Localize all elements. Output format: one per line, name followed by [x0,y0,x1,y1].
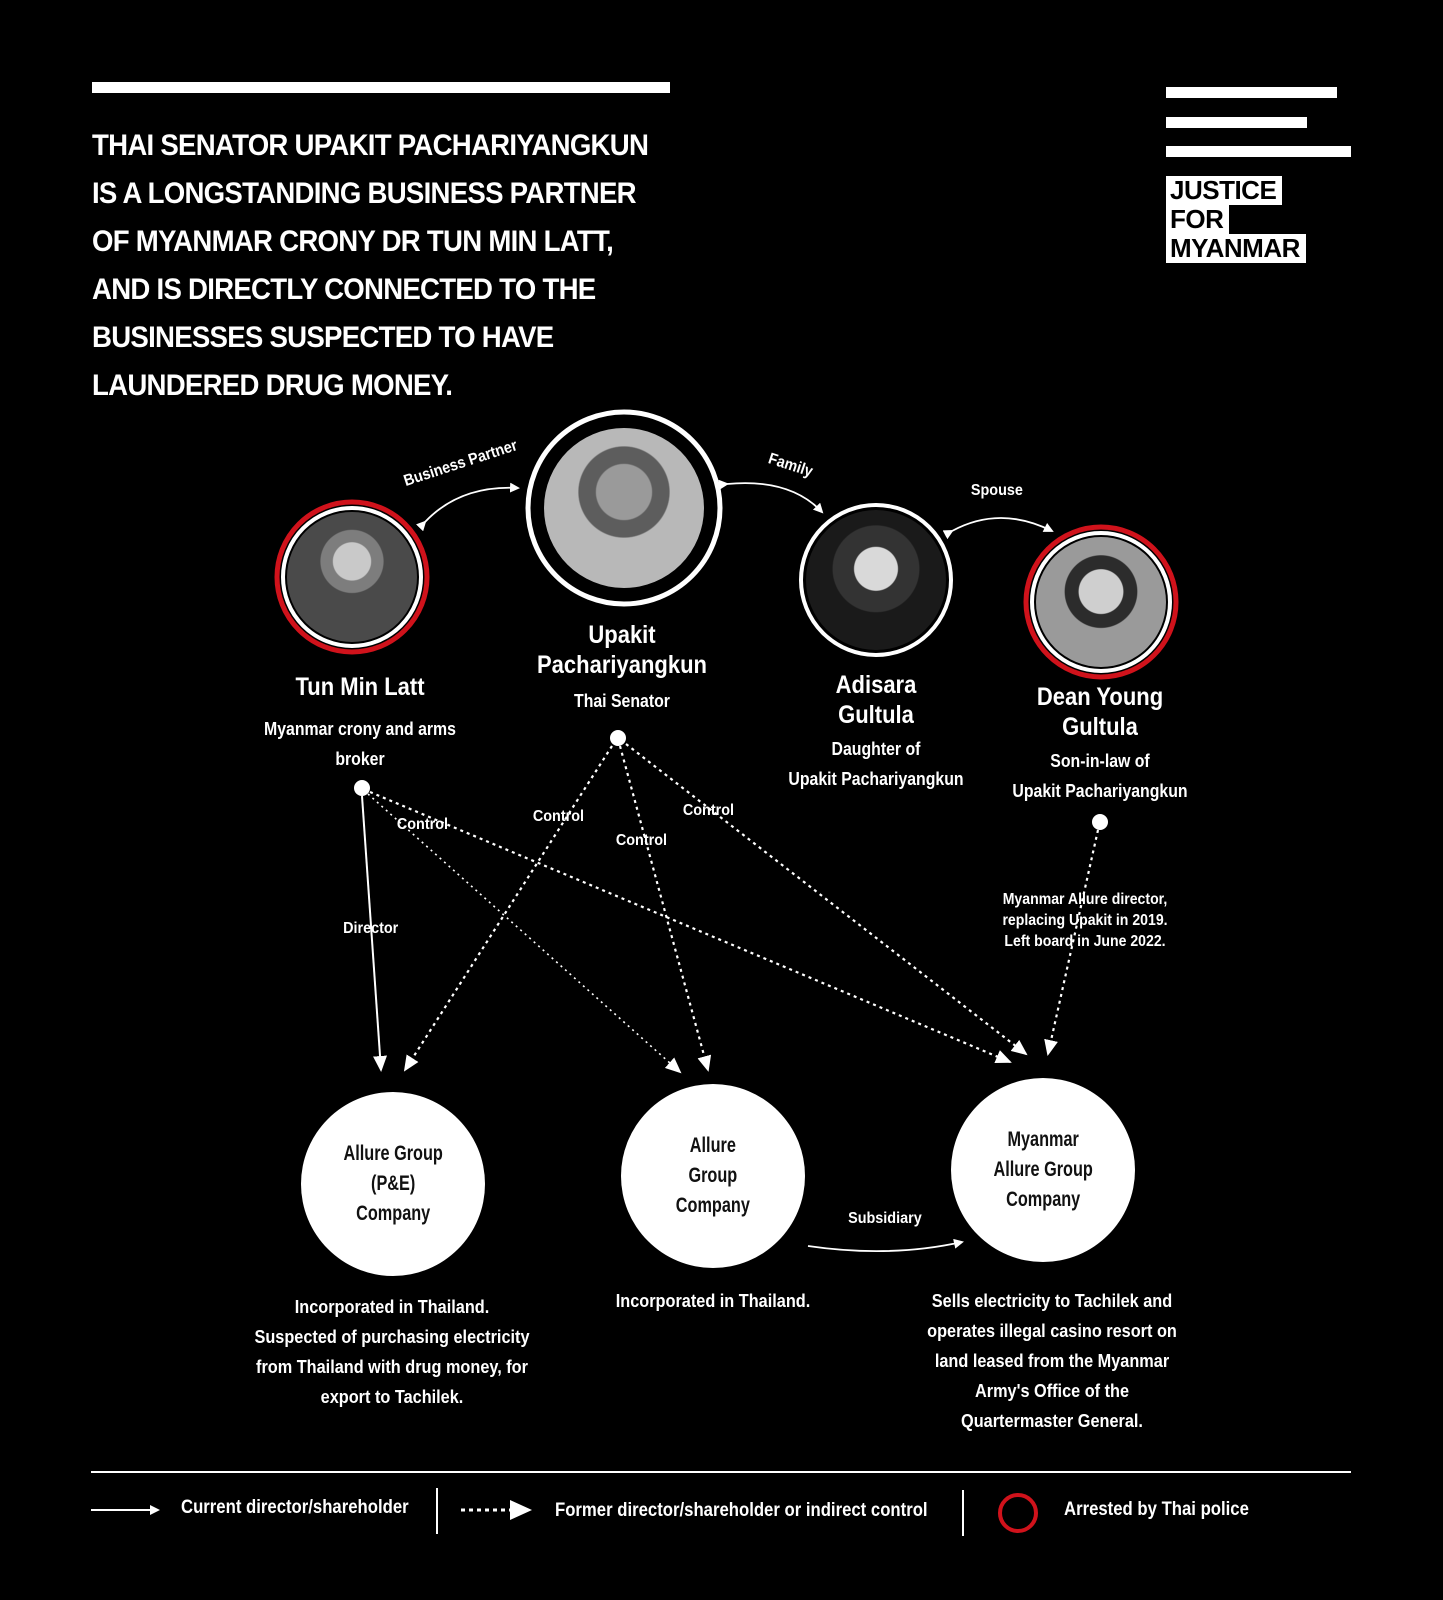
spouse-arrow [952,518,1052,531]
allure-group-company-node [621,1084,805,1268]
description-line: Incorporated in Thailand. [294,1296,490,1317]
upakit-control-allure-arrow [620,746,708,1070]
description-line: Army's Office of the [974,1380,1130,1401]
description-line: export to Tachilek. [320,1386,464,1407]
description-line: Suspected of purchasing electricity [254,1326,530,1347]
allure-pe-company-name [337,1139,450,1229]
upakit-photo [544,428,704,588]
company-name-line: Company [355,1202,431,1225]
control-label: Control [396,816,449,833]
legend-arrested-ring-icon [1000,1495,1036,1531]
tun-control-myanmar-arrow [370,792,1010,1062]
business-partner-label: Business Partner [401,437,520,490]
dean-name-line: Gultula [1062,713,1138,741]
headline-line: LAUNDERED DRUG MONEY. [92,369,453,402]
headline-line: THAI SENATOR UPAKIT PACHARIYANGKUN [92,129,649,162]
family-label: Family [766,450,815,481]
business-partner-arrow [425,488,518,522]
dean-note-line: replacing Upakit in 2019. [1002,912,1168,929]
dean-node-dot [1092,814,1108,830]
description-line: Quartermaster General. [961,1410,1143,1431]
dean-role [994,746,1205,806]
allure-pe-description [242,1292,541,1412]
dean-role-line: Son-in-law of [1050,751,1150,771]
dean-note-line: Myanmar Allure director, [1002,891,1168,908]
subsidiary-arrow [808,1242,962,1251]
upakit-control-pe-arrow [405,746,612,1070]
allure-group-description [599,1286,828,1316]
tun-role [254,714,465,774]
tun-role-line: Myanmar crony and arms [264,719,456,739]
company-name-line: Myanmar [1007,1128,1079,1151]
adisara-role-line: Upakit Pachariyangkun [788,769,964,789]
upakit-node-dot [610,730,626,746]
upakit-name-line: Pachariyangkun [537,651,707,679]
description-line: Sells electricity to Tachilek and [931,1290,1173,1311]
legend-arrested-label: Arrested by Thai police [1064,1499,1249,1520]
control-label: Control [615,832,668,849]
adisara-role [770,734,981,794]
description-line: land leased from the Myanmar [934,1350,1170,1371]
dean-role-line: Upakit Pachariyangkun [1012,781,1188,801]
subsidiary-label: Subsidiary [848,1210,922,1227]
myanmar-allure-description [911,1286,1193,1436]
logo-word: JUSTICE [1166,176,1282,205]
headline-line: IS A LONGSTANDING BUSINESS PARTNER [92,177,636,210]
headline-line: AND IS DIRECTLY CONNECTED TO THE [92,273,596,306]
company-name-line: Allure Group [343,1142,443,1165]
description-line: from Thailand with drug money, for [256,1356,528,1377]
dean-photo [1036,537,1166,667]
upakit-role: Thai Senator [574,691,670,711]
tun-min-latt-photo [287,512,417,642]
headline-line: OF MYANMAR CRONY DR TUN MIN LATT, [92,225,614,258]
director-label: Director [343,920,399,937]
allure-group-company-name [671,1131,755,1221]
dean-director-note [979,889,1190,952]
adisara-name-line: Adisara [835,671,917,699]
legend-former-label: Former director/shareholder or indirect control [555,1500,928,1521]
company-name-line: Allure Group [993,1158,1093,1181]
adisara-card [756,670,996,794]
adisara-name-line: Gultula [838,701,914,729]
control-label: Control [532,808,585,825]
dean-note-line: Left board in June 2022. [1004,933,1166,950]
company-name-line: Allure [689,1134,737,1157]
dean-card [980,682,1220,806]
legend-divider [91,1471,1351,1473]
family-arrow [727,483,822,512]
adisara-photo [806,510,946,650]
upakit-card [497,620,747,716]
dean-name-line: Dean Young [1036,683,1164,711]
upakit-name [512,620,732,680]
spouse-label: Spouse [970,482,1023,499]
adisara-role-line: Daughter of [831,739,921,759]
upakit-name-line: Upakit [588,621,656,649]
headline-line: BUSINESSES SUSPECTED TO HAVE [92,321,554,354]
company-name-line: Company [1005,1188,1081,1211]
logo-word: MYANMAR [1166,234,1306,263]
tun-role-line: broker [335,749,385,769]
tun-min-latt-card [240,672,480,774]
tun-name: Tun Min Latt [295,673,425,701]
description-line: Incorporated in Thailand. [615,1290,811,1311]
logo-word: FOR [1166,205,1229,234]
legend-dotted-arrowhead [510,1500,532,1520]
allure-pe-company-node [301,1092,485,1276]
legend-current-label: Current director/shareholder [181,1497,409,1518]
description-line: operates illegal casino resort on [927,1320,1177,1341]
control-label: Control [682,802,735,819]
company-name-line: (P&E) [370,1172,416,1195]
myanmar-allure-group-company-node [951,1078,1135,1262]
company-name-line: Group [688,1164,738,1187]
adisara-name [770,670,981,730]
dean-name [994,682,1205,742]
company-name-line: Company [675,1194,751,1217]
myanmar-allure-company-name [987,1125,1100,1215]
tun-node-dot [354,780,370,796]
